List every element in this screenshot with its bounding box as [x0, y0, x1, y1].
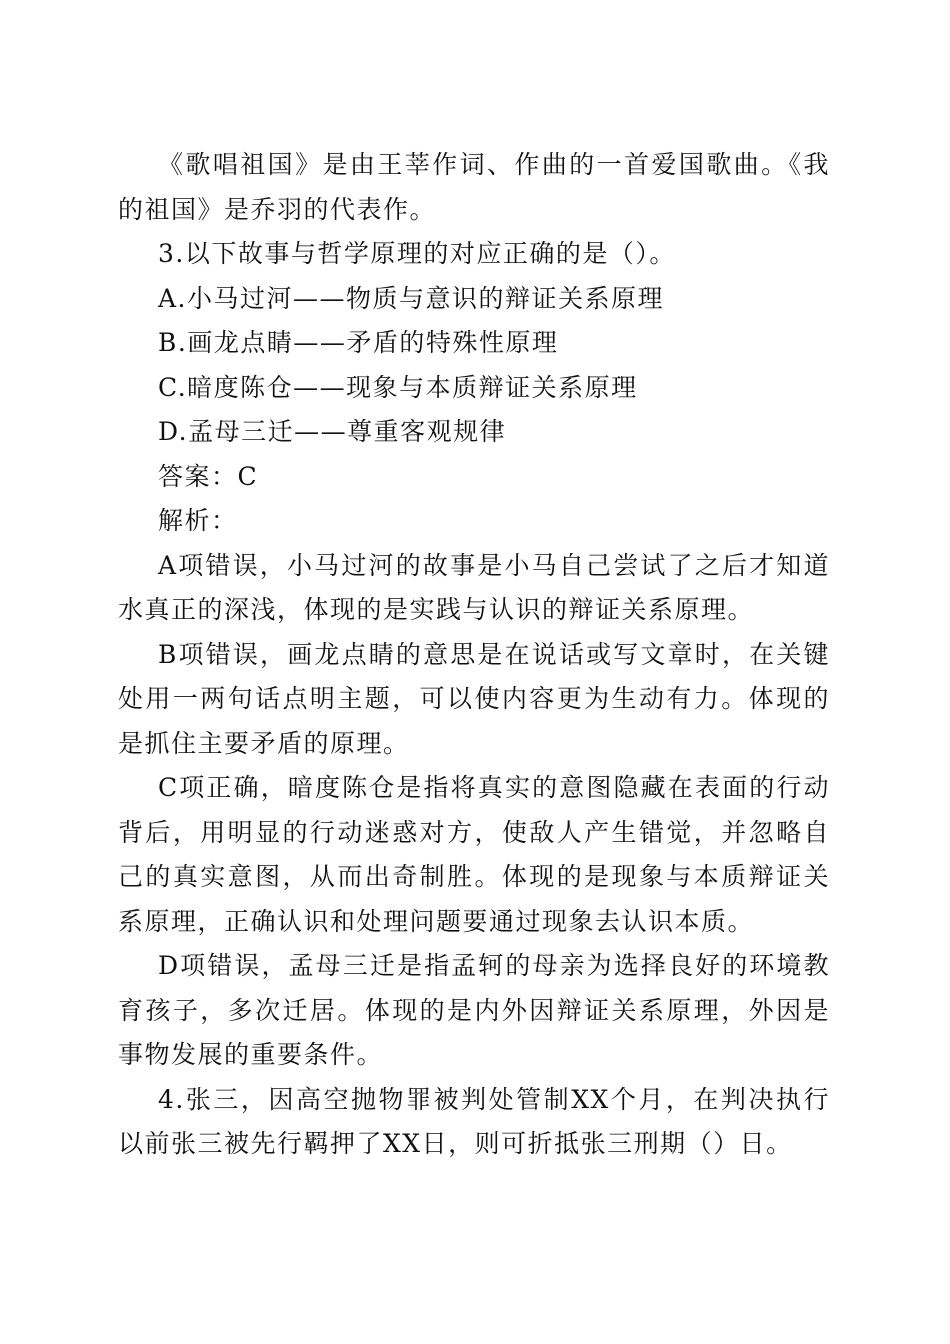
- analysis-option-c: C项正确，暗度陈仓是指将真实的意图隐藏在表面的行动背后，用明显的行动迷惑对方，使敌人产生错觉，并忽略自己的真实意图，从而出奇制胜。体现的是现象与本质辩证关系原理，正确认识和处理问题要通过现象去认识本质。: [118, 773, 830, 936]
- question-3-stem: 3.以下故事与哲学原理的对应正确的是（）。: [158, 239, 676, 268]
- question-4-stem: 4.张三，因高空抛物罪被判处管制XX个月，在判决执行以前张三被先行羁押了XX日，则可折抵张三刑期（）日。: [118, 1084, 830, 1158]
- question-3-option-c: C.暗度陈仓——现象与本质辩证关系原理: [158, 372, 638, 402]
- paragraph-song-info: 《歌唱祖国》是由王莘作词、作曲的一首爱国歌曲。《我的祖国》是乔羽的代表作。: [118, 150, 830, 224]
- question-3-option-b: B.画龙点睛——矛盾的特殊性原理: [158, 328, 559, 357]
- analysis-heading: 解析：: [158, 506, 238, 535]
- analysis-option-d: D项错误，孟母三迁是指孟轲的母亲为选择良好的环境教育孩子，多次迁居。体现的是内外因辩证关系原理，外因是事物发展的重要条件。: [118, 951, 830, 1069]
- question-3-option-d: D.孟母三迁——尊重客观规律: [158, 417, 507, 446]
- analysis-option-a: A项错误，小马过河的故事是小马自己尝试了之后才知道水真正的深浅，体现的是实践与认识的辩证关系原理。: [118, 550, 830, 624]
- document-body: [118, 143, 830, 1167]
- question-3-option-a: A.小马过河——物质与意识的辩证关系原理: [158, 283, 665, 313]
- analysis-option-b: B项错误，画龙点睛的意思是在说话或写文章时，在关键处用一两句话点明主题，可以使内容更为生动有力。体现的是抓住主要矛盾的原理。: [118, 639, 830, 758]
- question-3-answer: 答案：C: [158, 461, 259, 491]
